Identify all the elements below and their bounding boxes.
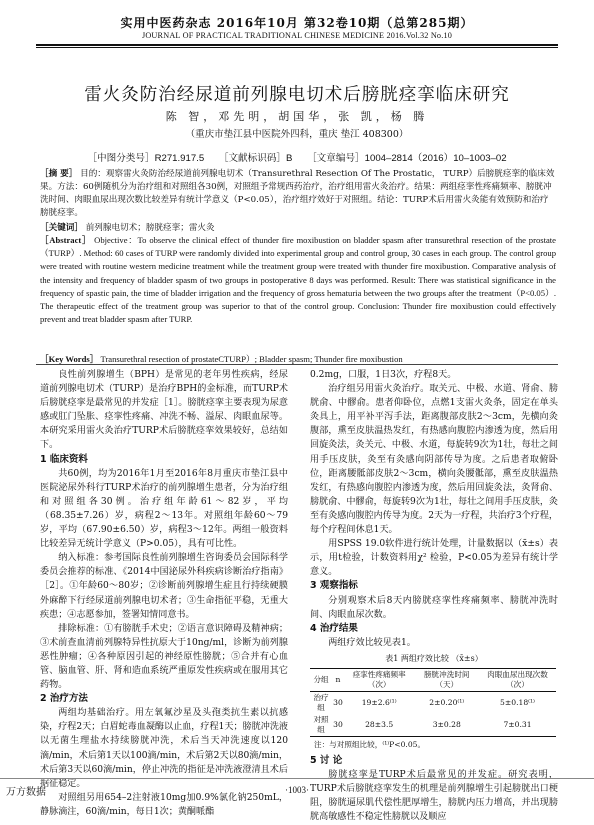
table-header-row bbox=[310, 668, 556, 691]
abstract-english-text: Objective：To observe the clinical effect of thunder fire moxibustion on bladder spasm after transurethral resection of the prostate（TURP）. Method: 60 cases of TURP were randomly divided into experimental group and control group, 30 cases in each group. The control group were treated with routine western medicine treatment while the treatment group were treated with thunder fire moxibustion. Comparative analysis of the intensity and frequency of bladder spasm of two groups in postoperative 8 days was performed. Result: There was statistical significance in the frequency of spastic pain, the time of bladder irrigation and the frequency of gross hematuria between the two groups after the treatment（P<0.05）. The therapeutic effect of the treatment group was superior to that of the control group. Conclusion: Thunder fire moxibustion could effectively prevent and treat bladder spasm after TURP. bbox=[40, 235, 556, 325]
keywords-label: ［关键词］ bbox=[40, 223, 83, 233]
results-table bbox=[310, 668, 556, 737]
table-cell: 对照组 bbox=[310, 714, 332, 737]
table-cell: 30 bbox=[332, 714, 344, 737]
table-header-cell: 肉眼血尿出现次数（次） bbox=[479, 668, 556, 691]
table-caption: 表1 两组疗效比较 （x̄±s） bbox=[385, 653, 483, 663]
section-heading: 5 讨 论 bbox=[310, 755, 343, 767]
paragraph: 治疗组另用雷火灸治疗。取关元、中极、水道、肾俞、膀胱俞、中髎俞。患者仰卧位，点燃1支雷火灸条，固定在单头灸具上，用平补平泻手法，距离腹部皮肤2～3cm，先横向灸腹部，熏至皮肤温热发红，有热感向腹腔内渗透为度，然后用回旋灸法，灸关元、中极、水道，每旋转9次为1壮，每壮之间用手压皮肤，灸至有灸感向阴部传导为度。之后患者取俯卧位，距离腰骶部皮肤2～3cm，横向灸腰骶部，熏至皮肤温热发红，有热感向腹腔内渗透为度，然后用回旋灸法，灸肾俞、膀胱俞、中髎俞，每旋转9次为1壮，每壮之间用手压皮肤，灸至有灸感向腹腔内传导为度。2天为一疗程，共治疗3个疗程，每个疗程间休息1天。 bbox=[310, 384, 559, 536]
paragraph: 排除标准：①有膀胱手术史；②语言意识障碍及精神病；③术前查血清前列腺特异性抗原大于10ng/ml，诊断为前列腺恶性肿瘤；④各种原因引起的神经原性膀胱；⑤合并有心血管、脑血管、肝、肾和造血系统严重原发性疾病或在服用其它药物。 bbox=[40, 623, 288, 691]
keywords-chinese-text: 前列腺电切术；膀胱痉挛；雷火灸 bbox=[82, 223, 215, 233]
table-note: 注：与对照组比较，⁽¹⁾P<0.05。 bbox=[314, 739, 426, 749]
keywords-chinese bbox=[40, 221, 556, 233]
paragraph: 良性前列腺增生（BPH）是常见的老年男性疾病，经尿道前列腺电切术（TURP）是治疗BPH的金标准，而TURP术后膀胱痉挛是最常见的并发症［1］。膀胱痉挛主要表现为尿意感或肛门坠胀、痉挛性疼痛、冲洗不畅、溢尿、肉眼血尿等。本研究采用雷火灸治疗TURP术后膀胱痉挛效果较好，总结如下。 bbox=[40, 370, 288, 451]
abstract-en-label: ［Abstract］ bbox=[40, 235, 92, 245]
table-row bbox=[310, 691, 556, 714]
paragraph: 用SPSS 19.0软件进行统计处理，计量数据以（x̄±s）表示，用t检验，计数资料用χ² 检验，P<0.05为差异有统计学意义。 bbox=[310, 539, 558, 578]
body-column-left bbox=[40, 368, 288, 819]
section-heading: 4 治疗结果 bbox=[310, 622, 358, 634]
journal-header-cn: 实用中医药杂志 2016年10月 第32卷10期（总第285期） bbox=[120, 16, 474, 30]
paragraph: 纳入标准：参考国际良性前列腺增生咨询委员会国际科学委员会推荐的标准、《2014中国泌尿外科疾病诊断治疗指南》［2］。①年龄60～80岁；②诊断前列腺增生症且行持续硬膜外麻醉下行经尿道前列腺电切术者；③生命指征平稳，无重大疾患；④志愿参加，签署知情同意书。 bbox=[40, 553, 288, 620]
paragraph: 分别观察术后8天内膀胱痉挛性疼痛频率、膀胱冲洗时间、肉眼血尿次数。 bbox=[310, 595, 558, 620]
journal-header-en: JOURNAL OF PRACTICAL TRADITIONAL CHINESE MEDICINE 2016.Vol.32 No.10 bbox=[141, 31, 453, 40]
classification-line bbox=[36, 150, 558, 164]
abstract-divider bbox=[36, 364, 558, 365]
table-cell: 30 bbox=[333, 697, 343, 707]
table-cell: 19±2.6⁽¹⁾ bbox=[361, 697, 397, 707]
footer-rule bbox=[0, 778, 594, 779]
article-affiliation: （重庆市垫江县中医院外四科，重庆 垫江 408300） bbox=[185, 129, 409, 140]
section-heading: 2 治疗方法 bbox=[40, 693, 88, 705]
page-number: ·1003· bbox=[285, 785, 309, 795]
header-rule-thin bbox=[36, 47, 558, 48]
keywords-english-text: Transurethral resection of prostateCTURP）; Bladder spasm; Thunder fire moxibustion bbox=[100, 354, 403, 364]
abstract-chinese bbox=[40, 168, 556, 220]
paragraph: 0.2mg，口服，1日3次，疗程8天。 bbox=[310, 370, 457, 380]
paragraph: 两组均基础治疗。用左氧氟沙星及头孢类抗生素以抗感染，疗程2天；白眉蛇毒血凝酶以止血，疗程1天；膀胱冲洗液以无菌生理盐水持续膀胱冲洗，术后当天冲洗速度以120滴/min，术后第1天以100滴/min，术后第2天以80滴/min，术后第3天以60滴/min，停止冲洗的指征是冲洗液澄清且术后据征稳定。 bbox=[40, 708, 289, 789]
header-rule-thick bbox=[36, 44, 558, 46]
table-header-cell: 痉挛性疼痛频率（次） bbox=[344, 668, 415, 691]
publisher-mark: 万方数据 bbox=[6, 787, 46, 798]
section-heading: 3 观察指标 bbox=[310, 580, 358, 592]
class-number: ［中图分类号］R271.917.5 bbox=[87, 153, 205, 164]
article-authors: 陈 智，邓先明，胡国华，张 凯，杨 腾 bbox=[165, 110, 429, 123]
article-title: 雷火灸防治经尿道前列腺电切术后膀胱痉挛临床研究 bbox=[84, 85, 510, 105]
section-heading: 1 临床资料 bbox=[40, 453, 88, 465]
table-cell: 28±3.5 bbox=[344, 714, 415, 737]
body-column-right bbox=[310, 368, 558, 825]
abstract-chinese-text: 目的：观察雷火灸防治经尿道前列腺电切术（Transurethral Resection Of The Prostatic， TURP）后膀胱痉挛的临床效果。方法：60例随机分为治疗组和对照组各30例，对照组予常规西药治疗，治疗组用雷火灸治疗。结果：两组痉挛性疼痛频率、膀胱冲洗时间、肉眼血尿出现次数比较差异有统计学意义（P<0.05），治疗组疗效好于对照组。结论：TURP术后用雷火灸能有效预防和治疗膀胱痉挛。 bbox=[40, 169, 555, 218]
paragraph: 膀胱痉挛是TURP术后最常见的并发症。研究表明，TURP术后膀胱痉挛发生的机理是前列腺增生引起膀胱出口梗阻，膀胱逼尿肌代偿性肥厚增生，膀胱内压力增高，并出现膀胱高敏感性不稳定性膀胱以及顺应 bbox=[310, 770, 558, 823]
paragraph: 两组疗效比较见表1。 bbox=[328, 637, 416, 648]
keywords-en-label: ［Key Words］ bbox=[40, 354, 99, 364]
table-cell: 7±0.31 bbox=[479, 714, 556, 737]
document-code: ［文献标识码］B bbox=[218, 153, 293, 164]
table-cell: 治疗组 bbox=[313, 692, 329, 712]
table-header-cell: 膀胱冲洗时间（天） bbox=[415, 668, 479, 691]
paragraph: 共60例，均为2016年1月至2016年8月重庆市垫江县中医院泌尿外科行TURP术治疗的前列腺增生患者，分为治疗组和对照组各30例。治疗组年龄61～82岁，平均（68.35±7.26）岁，病程2～13年。对照组年龄60～79岁，平均（67.90±6.50）岁，病程3～12年。两组一般资料比较差异无统计学意义（P>0.05），具有可比性。 bbox=[40, 468, 288, 550]
abstract-label: ［摘 要］ bbox=[40, 169, 78, 179]
table-header-cell: 分组 bbox=[310, 668, 332, 691]
table-row bbox=[310, 714, 556, 737]
abstract-english bbox=[40, 234, 556, 326]
article-number: ［文章编号］1004–2814（2016）10–1003–02 bbox=[307, 153, 507, 164]
table-cell: 3±0.28 bbox=[415, 714, 479, 737]
table-cell: 5±0.18⁽¹⁾ bbox=[500, 697, 535, 707]
paragraph: 对照组另用654–2注射液10mg加0.9%氯化钠250mL，静脉滴注，60滴/min，每日1次；黄酮哌酯 bbox=[40, 792, 288, 817]
table-header-cell: n bbox=[332, 668, 344, 691]
table-cell: 2±0.20⁽¹⁾ bbox=[429, 697, 465, 707]
